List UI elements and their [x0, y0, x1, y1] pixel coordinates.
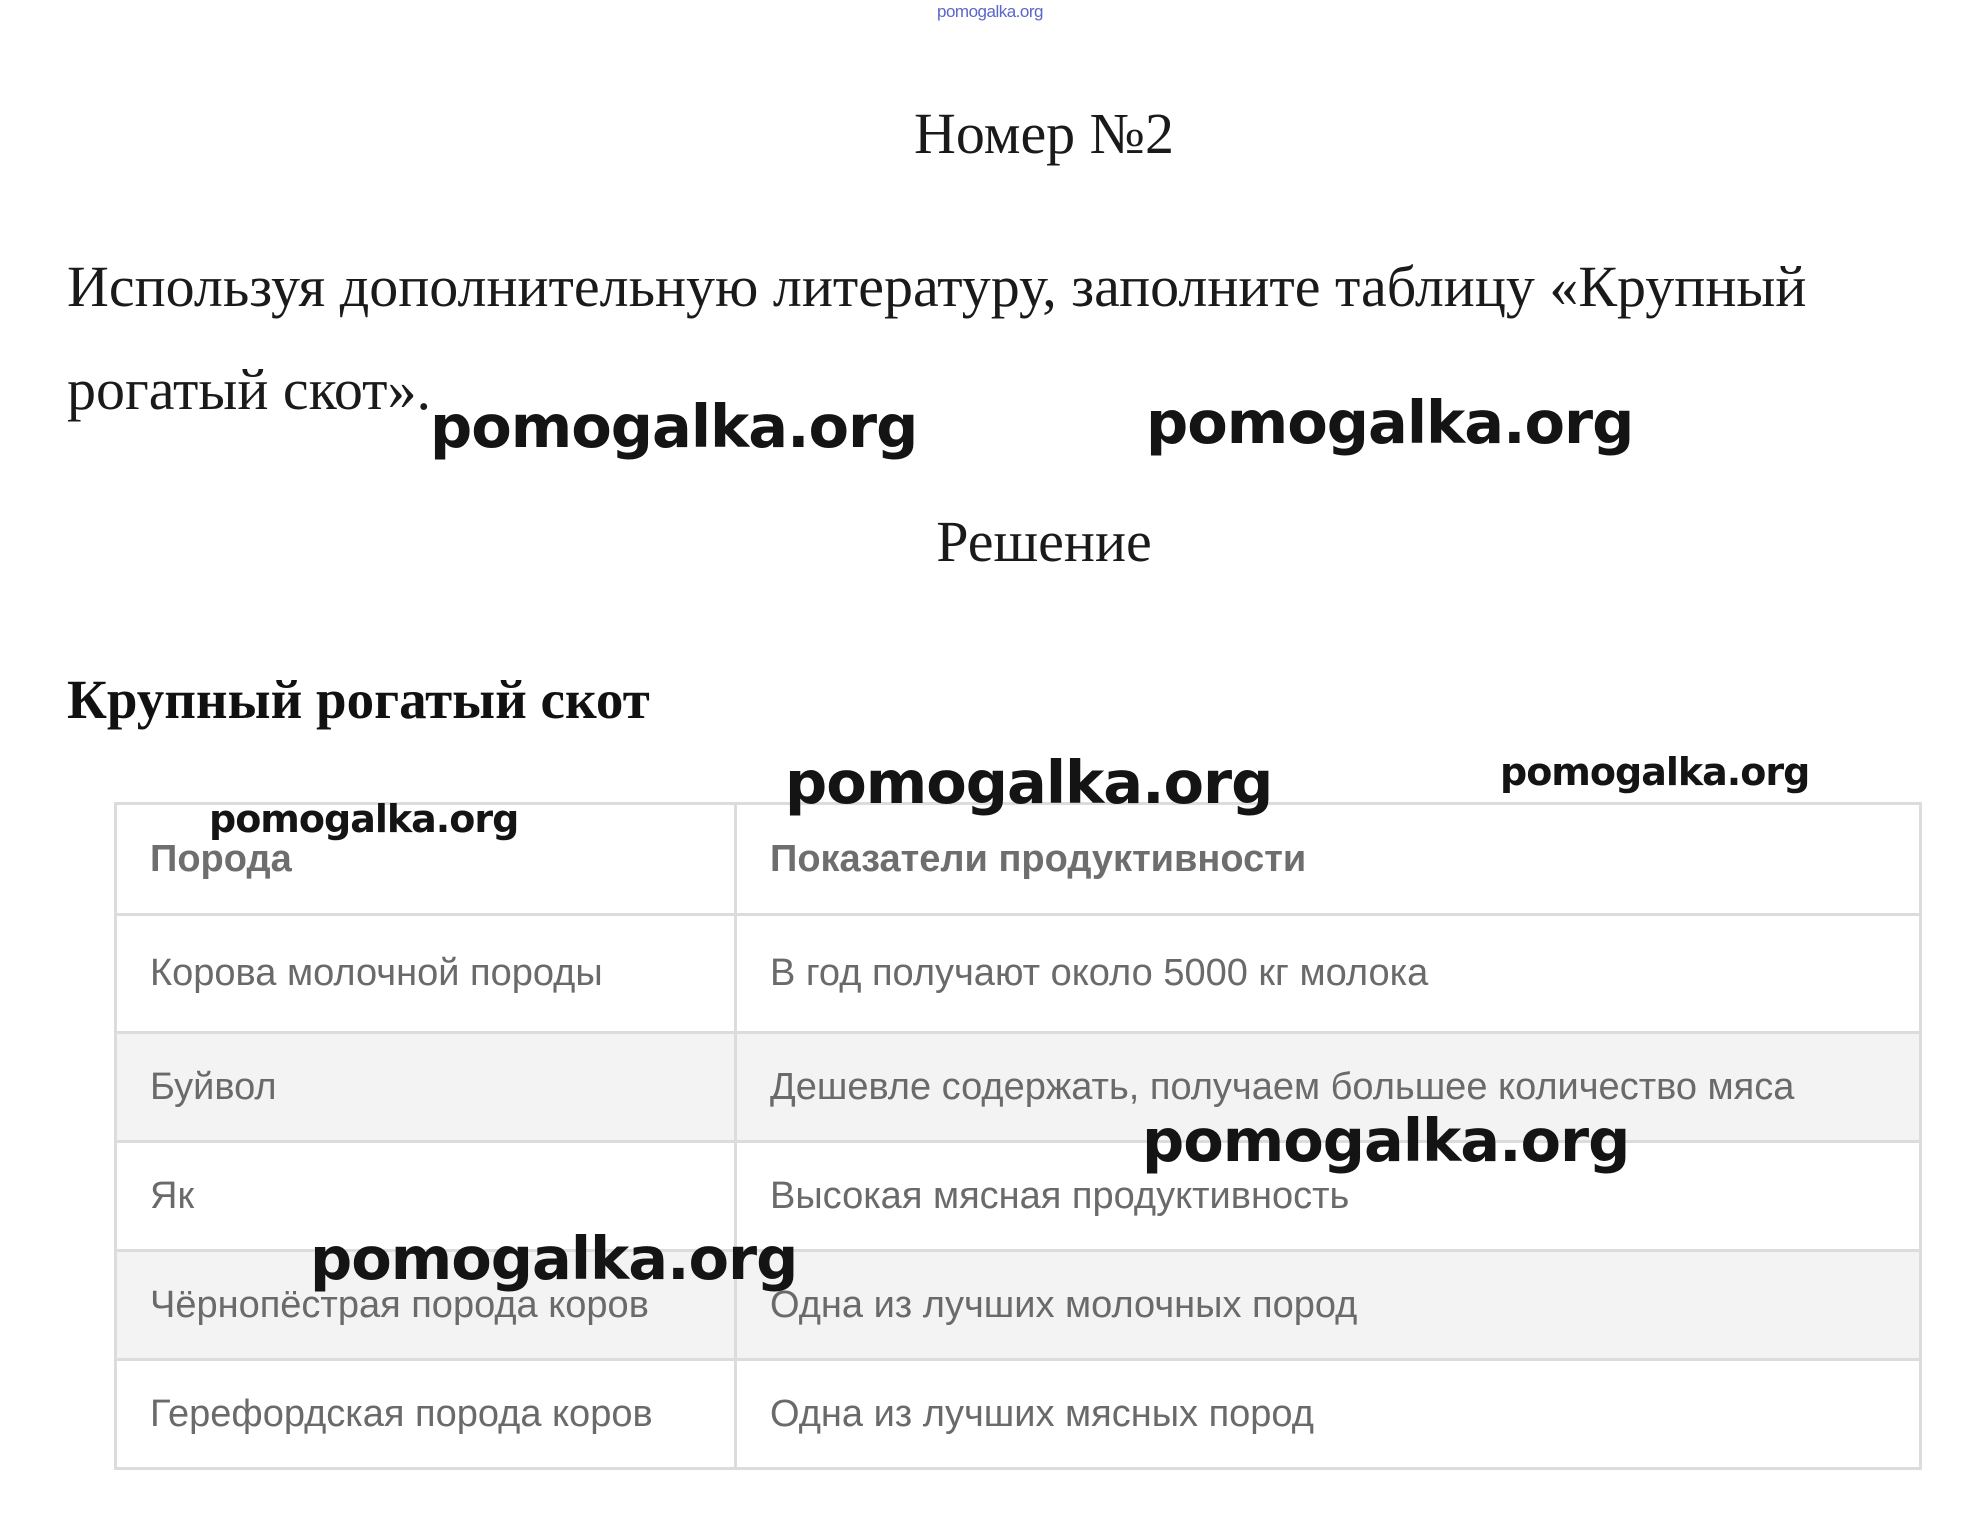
watermark-text: pomogalka.org	[1500, 750, 1810, 794]
productivity-cell: В год получают около 5000 кг молока	[736, 915, 1921, 1033]
table-row	[116, 1360, 1921, 1469]
productivity-cell: Одна из лучших мясных пород	[736, 1360, 1921, 1469]
breed-cell: Як	[116, 1142, 736, 1251]
watermark-text: pomogalka.org	[785, 748, 1273, 817]
problem-title: Номер №2	[913, 101, 1175, 166]
top-watermark: pomogalka.org	[937, 2, 1043, 21]
breed-cell: Чёрнопёстрая порода коров	[116, 1251, 736, 1360]
productivity-cell: Одна из лучших молочных пород	[736, 1251, 1921, 1360]
table-row	[116, 1033, 1921, 1142]
watermark-text: pomogalka.org	[310, 1224, 798, 1293]
breed-cell: Буйвол	[116, 1033, 736, 1142]
watermark-text: pomogalka.org	[1142, 1106, 1630, 1175]
column-header-breed: Порода	[116, 804, 736, 915]
breed-table	[114, 802, 1922, 1470]
watermark-text: pomogalka.org	[209, 797, 519, 841]
productivity-cell: Дешевле содержать, получаем большее количество мяса	[736, 1033, 1921, 1142]
watermark-text: pomogalka.org	[1146, 388, 1634, 457]
table-heading: Крупный рогатый скот	[67, 669, 650, 730]
productivity-cell: Высокая мясная продуктивность	[736, 1142, 1921, 1251]
column-header-productivity: Показатели продуктивности	[736, 804, 1921, 915]
solution-label: Решение	[936, 509, 1152, 574]
breed-cell: Корова молочной породы	[116, 915, 736, 1033]
problem-text: Используя дополнительную литературу, заполните таблицу «Крупный рогатый скот».	[67, 254, 1807, 422]
watermark-text: pomogalka.org	[430, 392, 918, 461]
table-row	[116, 915, 1921, 1033]
breed-cell: Герефордская порода коров	[116, 1360, 736, 1469]
